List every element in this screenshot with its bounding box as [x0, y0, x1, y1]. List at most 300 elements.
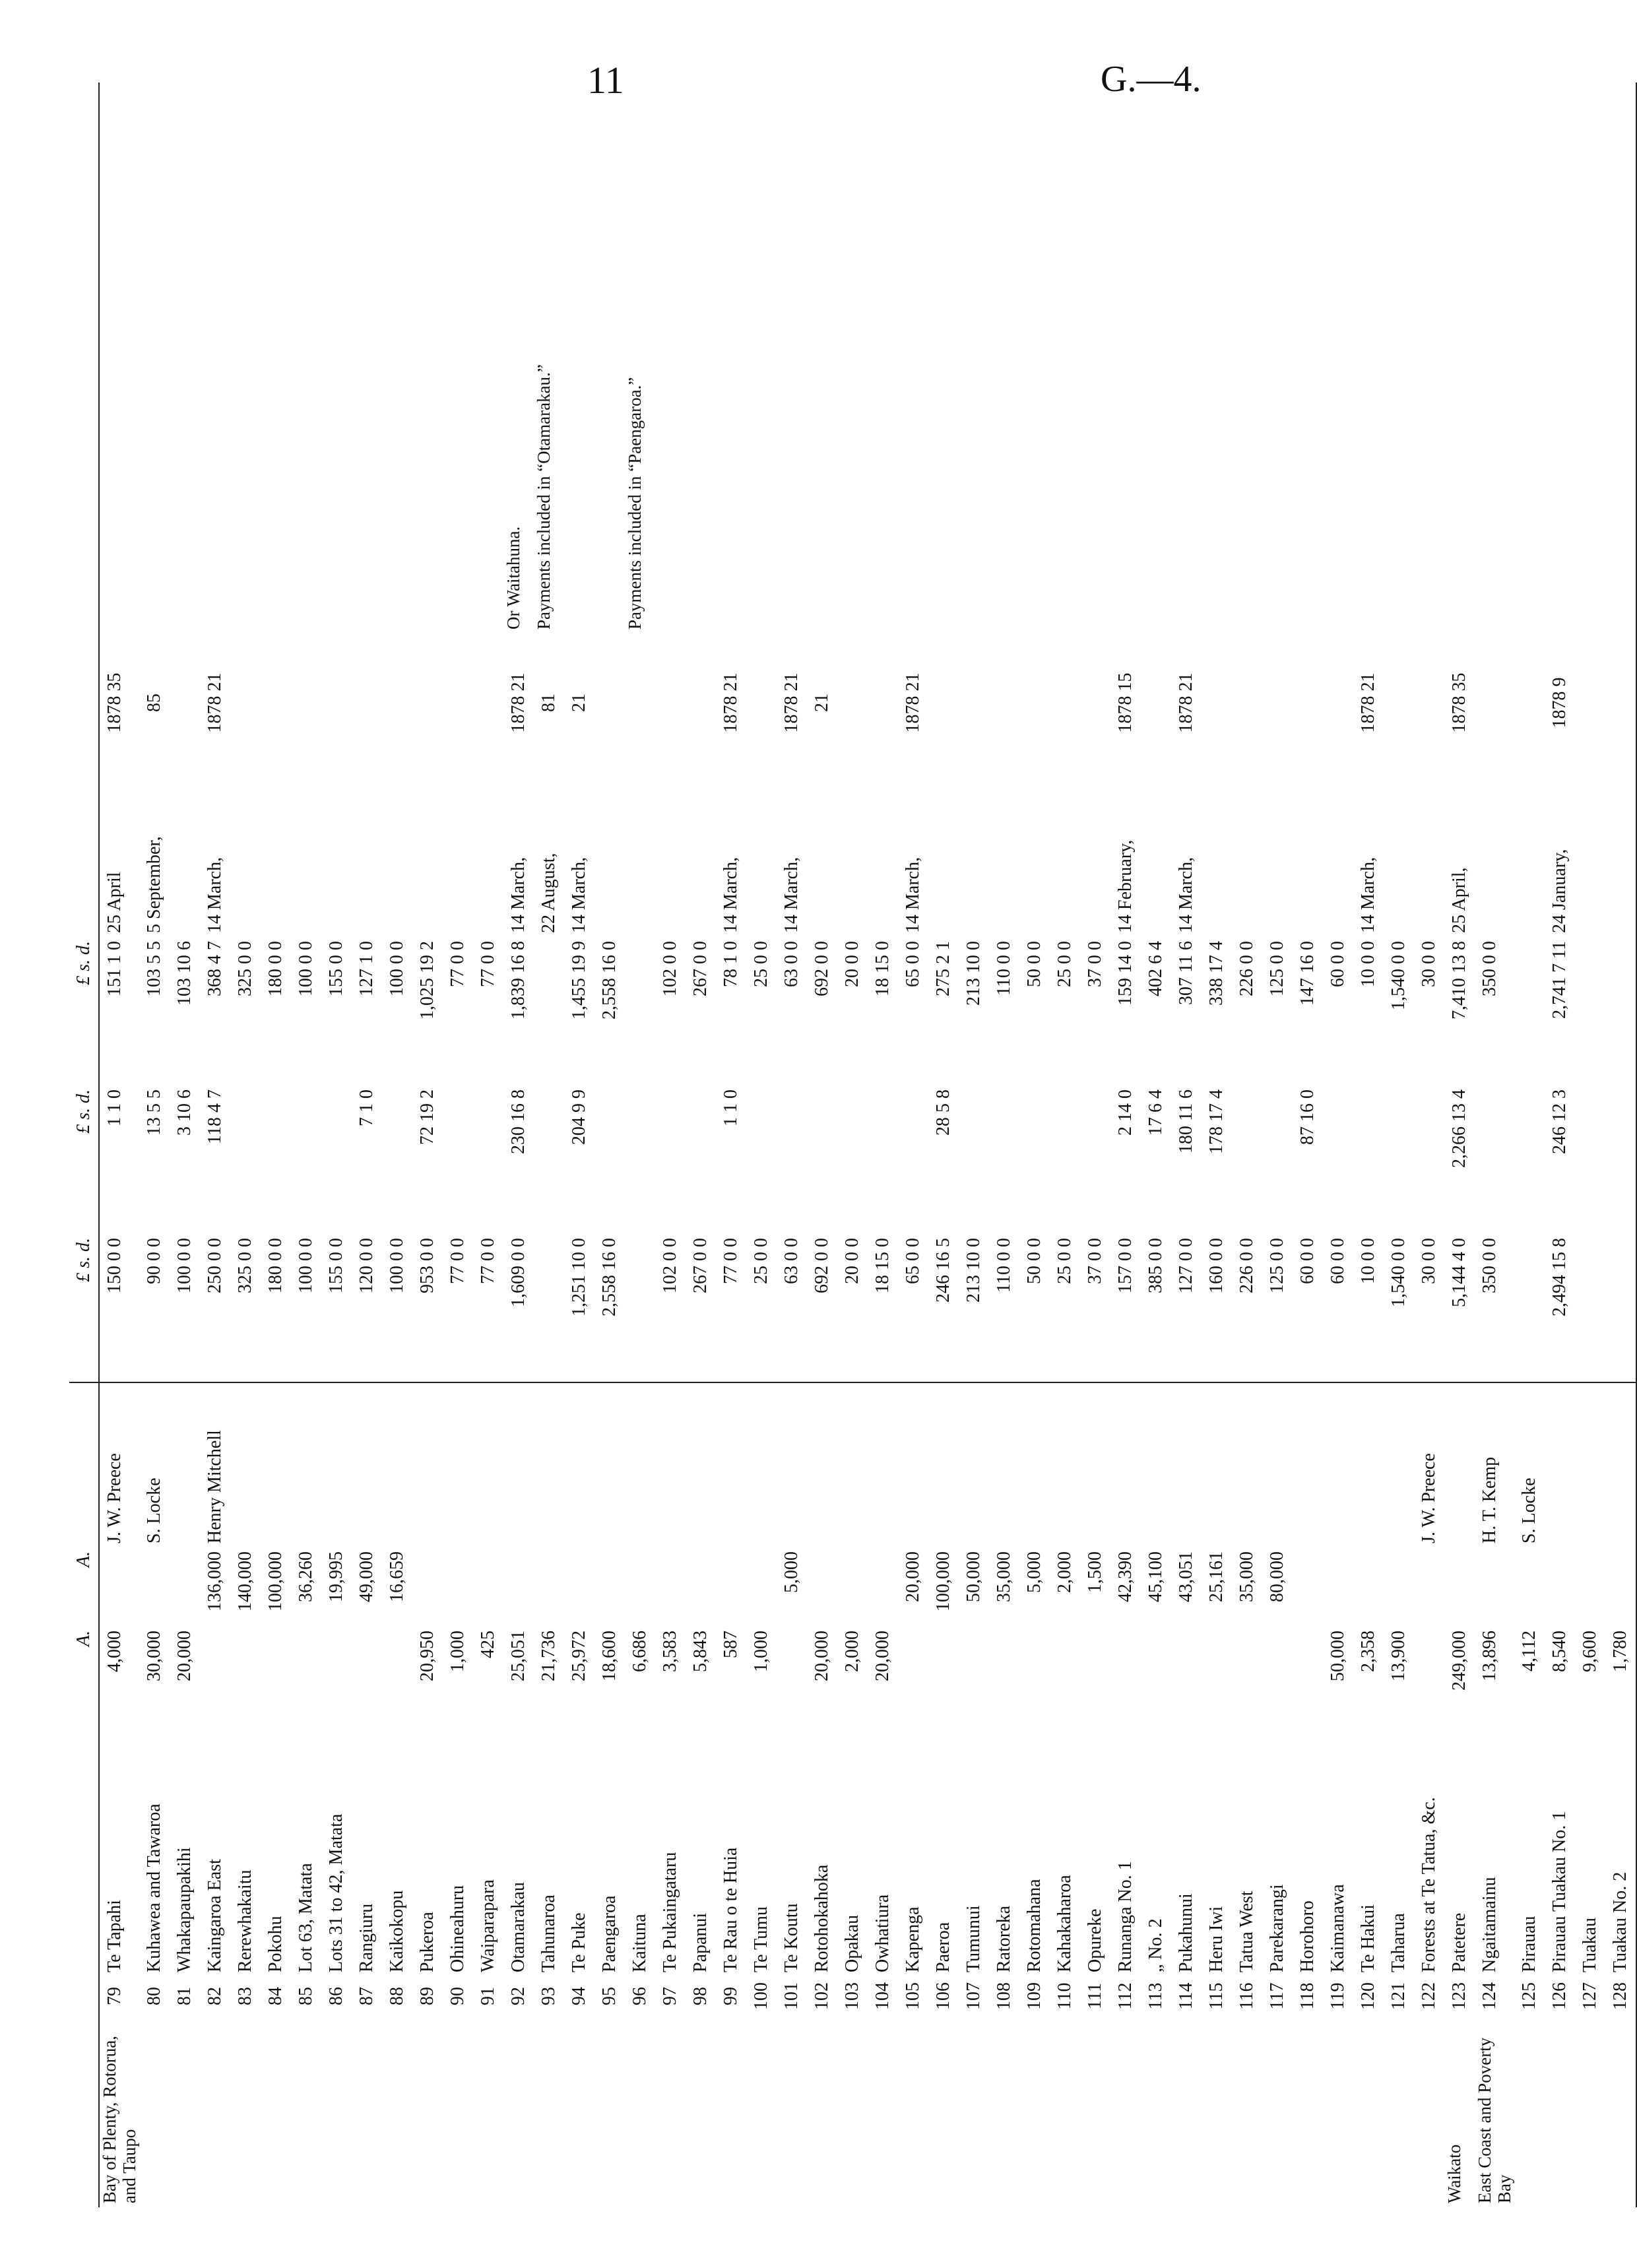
cell-year: 1878: [1115, 696, 1136, 733]
cell-paid: 87 16 0: [1297, 1089, 1318, 1145]
cell-acres-a: 5,843: [690, 1631, 711, 1672]
cell-total: [625, 1234, 655, 1382]
cell-district: [1050, 2016, 1080, 2207]
table-body: [69, 82, 1636, 2207]
cell-agent: [1110, 1382, 1141, 1547]
cell-acres-b: [1414, 1547, 1444, 1627]
cell-date: 5 September,: [144, 836, 164, 933]
table-row: [443, 82, 473, 2207]
cell-year: [1605, 633, 1636, 772]
cell-total: 60 0 0: [1323, 1234, 1353, 1382]
cell-year: 1878: [104, 696, 125, 733]
cell-acres-b: [1353, 1547, 1384, 1627]
cell-total: 2,494 15 8: [1545, 1234, 1575, 1382]
cell-acres-b: 19,995: [326, 1551, 346, 1602]
cell-paid: [594, 1085, 625, 1234]
cell-remarks: [261, 82, 291, 633]
cell-year: [321, 633, 352, 772]
cell-date: [625, 772, 655, 937]
cell-acres-a: 3,583: [660, 1631, 680, 1672]
cell-paid: [837, 1085, 868, 1234]
cell-block: Forests at Te Tatua, &c.: [1419, 1797, 1439, 1972]
cell-remarks: [291, 82, 321, 633]
cell-agent: [1171, 1382, 1202, 1547]
cell-remarks: [1171, 82, 1202, 633]
page-reference: G.—4.: [1101, 59, 1202, 100]
cell-acres-b: 20,000: [903, 1551, 923, 1602]
cell-final: 1,025 19 2: [417, 941, 437, 1020]
cell-no: 95: [599, 1987, 620, 2005]
cell-final: 226 0 0: [1236, 941, 1257, 996]
cell-acres-a: 21,736: [538, 1631, 559, 1681]
cell-date: [473, 772, 503, 937]
header-cell: [69, 1382, 99, 1547]
cell-year: [443, 633, 473, 772]
cell-remarks: [139, 82, 170, 633]
cell-block: Owhatiura: [872, 1894, 893, 1972]
cell-agent: J. W. Preece: [99, 1382, 139, 1547]
cell-remarks: [928, 82, 959, 633]
cell-year: [928, 633, 959, 772]
cell-total: 77 0 0: [443, 1234, 473, 1382]
cell-date: [1293, 772, 1323, 937]
cell-no: 94: [569, 1987, 589, 2005]
cell-district: [1323, 2016, 1353, 2207]
cell-remarks: [1384, 82, 1414, 633]
cell-date: [807, 772, 837, 937]
cell-final: 65 0 0: [903, 941, 923, 987]
cell-block: Tuakau: [1580, 1918, 1600, 1972]
cell-final: 402 6 4: [1145, 941, 1166, 996]
cell-no: 113: [1145, 1982, 1166, 2010]
cell-agent: [564, 1382, 594, 1547]
cell-year: 1878: [205, 696, 225, 733]
cell-agent: [1353, 1382, 1384, 1547]
cell-total: [1575, 1234, 1605, 1382]
cell-acres-b: 100,000: [933, 1551, 953, 1611]
cell-total: 18 15 0: [868, 1234, 898, 1382]
cell-year: 1878: [903, 696, 923, 733]
cell-final: 692 0 0: [812, 941, 832, 996]
table-row: [1110, 82, 1141, 2207]
cell-paid: [443, 1085, 473, 1234]
cell-remarks: [1232, 82, 1262, 633]
cell-acres-a: 4,000: [99, 1627, 139, 1706]
cell-no: 85: [296, 1987, 316, 2005]
cell-ref: 21: [508, 672, 529, 692]
cell-final: 63 0 0: [781, 941, 802, 987]
cell-total: 155 0 0: [321, 1234, 352, 1382]
table-row: [807, 82, 837, 2207]
cell-paid: 118 4 7: [205, 1089, 225, 1144]
cell-ref: 15: [1115, 672, 1136, 692]
cell-agent: [170, 1382, 200, 1547]
cell-final: [1605, 937, 1636, 1085]
cell-no: 128: [1605, 1976, 1636, 2016]
cell-total: 10 0 0: [1353, 1234, 1384, 1382]
cell-no: 101: [781, 1982, 802, 2010]
table-row: [1080, 82, 1110, 2207]
table-row: [868, 82, 898, 2207]
cell-acres-a: 9,600: [1580, 1631, 1600, 1672]
cell-no: 117: [1267, 1982, 1287, 2010]
cell-total: 30 0 0: [1414, 1234, 1444, 1382]
cell-acres-b: [564, 1547, 594, 1627]
header-acres-a: A.: [69, 1627, 99, 1706]
cell-final: 77 0 0: [447, 941, 468, 987]
cell-remarks: [716, 82, 746, 633]
cell-final: 78 1 0: [721, 941, 741, 987]
cell-block: Tahunaroa: [538, 1895, 559, 1972]
table-row: [1141, 82, 1171, 2207]
cell-year: [564, 633, 594, 772]
cell-district: [1353, 2016, 1384, 2207]
header-cell: [69, 82, 99, 633]
table-row: [1353, 82, 1384, 2207]
cell-district: [1605, 2016, 1636, 2207]
cell-acres-a: 50,000: [1328, 1631, 1348, 1681]
cell-remarks: [1475, 82, 1514, 633]
cell-agent: H. T. Kemp: [1479, 1456, 1500, 1543]
table-row: [291, 82, 321, 2207]
cell-acres-a: [1171, 1627, 1202, 1706]
cell-block: Ngaitamainu: [1479, 1877, 1500, 1972]
cell-total: 120 0 0: [352, 1234, 382, 1382]
cell-remarks: [443, 82, 473, 633]
cell-district: [564, 2016, 594, 2207]
table-row: [1019, 82, 1050, 2207]
cell-district: [1019, 2016, 1050, 2207]
cell-district: [686, 2016, 716, 2207]
cell-acres-b: [594, 1547, 625, 1627]
cell-year: [412, 633, 443, 772]
cell-agent: [716, 1382, 746, 1547]
purchase-table: [69, 82, 1637, 2207]
table-row: [898, 82, 928, 2207]
cell-final: 50 0 0: [1024, 941, 1044, 987]
cell-block: Kaituna: [629, 1914, 650, 1972]
cell-acres-b: [1293, 1547, 1323, 1627]
cell-acres-a: 18,600: [599, 1631, 620, 1681]
cell-block: Otamarakau: [508, 1882, 529, 1972]
cell-total: 127 0 0: [1171, 1234, 1202, 1382]
cell-acres-a: 1,000: [447, 1631, 468, 1672]
cell-agent: [625, 1382, 655, 1547]
cell-paid: [989, 1085, 1019, 1234]
table-row: [99, 82, 139, 2207]
cell-date: [1475, 772, 1514, 937]
cell-acres-a: 4,112: [1519, 1631, 1539, 1671]
cell-paid: [898, 1085, 928, 1234]
cell-acres-a: [1293, 1627, 1323, 1706]
cell-district: [321, 2016, 352, 2207]
cell-remarks: Payments included in “Paengaroa.”: [625, 377, 645, 630]
cell-agent: [1232, 1382, 1262, 1547]
cell-total: 77 0 0: [473, 1234, 503, 1382]
cell-final: 7,410 13 8: [1449, 941, 1469, 1020]
cell-date: [1202, 772, 1232, 937]
cell-remarks: Payments included in “Otamarakau.”: [534, 364, 554, 630]
cell-acres-b: 50,000: [963, 1551, 984, 1602]
cell-block: Rangiuru: [356, 1903, 377, 1972]
cell-acres-b: [534, 1547, 564, 1627]
cell-block: Te Rau o te Huia: [721, 1847, 741, 1972]
cell-total: 5,144 4 0: [1444, 1234, 1475, 1382]
cell-no: 79: [99, 1976, 139, 2016]
cell-year: [382, 633, 412, 772]
cell-acres-a: [261, 1627, 291, 1706]
cell-acres-b: [412, 1547, 443, 1627]
cell-final: 100 0 0: [387, 941, 407, 996]
cell-no: 107: [963, 1982, 984, 2010]
cell-date: 14 March,: [205, 857, 225, 933]
cell-final: 102 0 0: [660, 941, 680, 996]
cell-no: 116: [1236, 1982, 1257, 2010]
table-row: [686, 82, 716, 2207]
cell-date: [1262, 772, 1293, 937]
cell-district: [1080, 2016, 1110, 2207]
cell-block: Paeroa: [933, 1922, 953, 1972]
cell-date: [1414, 772, 1444, 937]
cell-year: [200, 633, 230, 772]
cell-acres-a: [928, 1627, 959, 1706]
cell-year: 1878: [781, 696, 802, 733]
cell-date: [868, 772, 898, 937]
cell-year: [837, 633, 868, 772]
cell-year: [1141, 633, 1171, 772]
cell-date: [686, 772, 716, 937]
cell-paid: 2 14 0: [1115, 1089, 1136, 1136]
cell-ref: 9: [1549, 677, 1570, 687]
cell-paid: [1514, 1085, 1545, 1234]
cell-acres-a: [321, 1627, 352, 1706]
cell-no: 110: [1054, 1982, 1075, 2010]
cell-agent: [352, 1382, 382, 1547]
cell-no: 90: [447, 1987, 468, 2005]
cell-block: Lots 31 to 42, Matata: [326, 1813, 346, 1972]
cell-district: [1262, 2016, 1293, 2207]
cell-block: Pukahunui: [1176, 1893, 1196, 1972]
cell-total: 100 0 0: [170, 1234, 200, 1382]
cell-agent: [1605, 1382, 1636, 1547]
cell-year: [1171, 633, 1202, 772]
table-row: [1545, 82, 1575, 2207]
cell-date: [230, 772, 261, 937]
cell-district: [746, 2016, 777, 2207]
cell-block: Opakau: [842, 1914, 862, 1972]
cell-district: [473, 2016, 503, 2207]
cell-remarks: [1262, 82, 1293, 633]
cell-agent: [959, 1382, 989, 1547]
cell-no: 114: [1176, 1982, 1196, 2010]
cell-agent: [503, 1382, 534, 1547]
cell-ref: 21: [205, 672, 225, 692]
cell-total: 157 0 0: [1110, 1234, 1141, 1382]
cell-year: [291, 633, 321, 772]
cell-no: 88: [387, 1987, 407, 2005]
cell-acres-a: [200, 1627, 230, 1706]
cell-acres-b: [1323, 1547, 1353, 1627]
cell-acres-a: 6,686: [629, 1631, 650, 1672]
cell-agent: [777, 1382, 807, 1547]
cell-agent: Henry Mitchell: [205, 1430, 225, 1543]
cell-final: 147 16 0: [1297, 941, 1318, 1006]
cell-paid: [655, 1085, 686, 1234]
cell-date: 14 March,: [1358, 857, 1378, 933]
cell-acres-b: 136,000: [205, 1551, 225, 1611]
cell-date: [1605, 772, 1636, 937]
cell-total: 180 0 0: [261, 1234, 291, 1382]
cell-ref: 21: [569, 694, 589, 712]
table-row: [1323, 82, 1353, 2207]
cell-remarks: [1414, 82, 1444, 633]
cell-final: 30 0 0: [1419, 941, 1439, 987]
cell-total: 77 0 0: [716, 1234, 746, 1382]
cell-paid: [230, 1085, 261, 1234]
cell-agent: [989, 1382, 1019, 1547]
cell-acres-b: [655, 1547, 686, 1627]
table-row: [1293, 82, 1323, 2207]
cell-total: 60 0 0: [1293, 1234, 1323, 1382]
cell-total: 1,251 10 0: [564, 1234, 594, 1382]
cell-no: 115: [1206, 1982, 1227, 2010]
cell-date: [1575, 772, 1605, 937]
cell-remarks: [777, 82, 807, 633]
cell-paid: [807, 1085, 837, 1234]
cell-final: 110 0 0: [994, 941, 1014, 996]
cell-date: [170, 772, 200, 937]
cell-agent: [1444, 1382, 1475, 1547]
cell-district: [989, 2016, 1019, 2207]
cell-acres-b: 49,000: [356, 1551, 377, 1602]
cell-no: 119: [1328, 1982, 1348, 2010]
cell-acres-b: [1514, 1547, 1545, 1627]
cell-paid: [1575, 1085, 1605, 1234]
cell-final: 1,839 16 8: [508, 941, 529, 1020]
cell-agent: [1019, 1382, 1050, 1547]
table-row: [1202, 82, 1232, 2207]
cell-no: 91: [478, 1987, 498, 2005]
cell-acres-b: [1444, 1547, 1475, 1627]
table-row: [534, 82, 564, 2207]
cell-block: Waiparapara: [478, 1879, 498, 1972]
column-header-row: [69, 82, 99, 2207]
cell-district: [868, 2016, 898, 2207]
header-final: £ s. d.: [69, 937, 99, 1085]
table-row: [321, 82, 352, 2207]
cell-ref: 85: [144, 694, 164, 712]
cell-acres-a: [382, 1627, 412, 1706]
cell-block: Taharua: [1388, 1913, 1409, 1972]
cell-remarks: [1575, 82, 1605, 633]
table-row: [230, 82, 261, 2207]
cell-acres-b: 36,260: [296, 1551, 316, 1602]
cell-block: Patetere: [1449, 1912, 1469, 1972]
cell-district: Bay of Plenty, Rotorua, and Taupo: [99, 2016, 139, 2207]
cell-acres-b: [1575, 1547, 1605, 1627]
cell-acres-a: [1019, 1627, 1050, 1706]
cell-block: Te Koutu: [781, 1903, 802, 1972]
cell-agent: [837, 1382, 868, 1547]
cell-final: 275 2 1: [933, 941, 953, 996]
table-row: [200, 82, 230, 2207]
cell-block: Tuakau No. 2: [1605, 1706, 1636, 1976]
cell-remarks: [898, 82, 928, 633]
cell-date: [959, 772, 989, 937]
cell-no: 111: [1085, 1983, 1105, 2009]
cell-no: 87: [356, 1987, 377, 2005]
cell-total: 325 0 0: [230, 1234, 261, 1382]
cell-year: [989, 633, 1019, 772]
cell-agent: [1293, 1382, 1323, 1547]
cell-no: 100: [751, 1982, 771, 2010]
cell-no: 102: [812, 1982, 832, 2010]
cell-year: 1878: [721, 696, 741, 733]
cell-acres-a: 25,972: [569, 1631, 589, 1681]
cell-no: 93: [538, 1987, 559, 2005]
cell-paid: 204 9 9: [569, 1089, 589, 1145]
table-row: [170, 82, 200, 2207]
cell-date: [746, 772, 777, 937]
cell-date: [443, 772, 473, 937]
cell-no: 122: [1419, 1982, 1439, 2010]
cell-agent: [1141, 1382, 1171, 1547]
cell-year: [1475, 633, 1514, 772]
cell-remarks: [321, 82, 352, 633]
cell-no: 118: [1297, 1982, 1318, 2010]
cell-agent: [1202, 1382, 1232, 1547]
cell-year: [1545, 633, 1575, 772]
cell-date: [594, 772, 625, 937]
cell-date: [1050, 772, 1080, 937]
cell-acres-b: [868, 1547, 898, 1627]
table-row: [777, 82, 807, 2207]
cell-paid: [1605, 1085, 1636, 1234]
cell-date: 25 April: [99, 772, 139, 937]
cell-final: 338 17 4: [1206, 941, 1227, 1006]
cell-remarks: [594, 82, 625, 633]
cell-date: [321, 772, 352, 937]
cell-agent: [261, 1382, 291, 1547]
cell-district: [261, 2016, 291, 2207]
cell-acres-b: [807, 1547, 837, 1627]
table-row: [261, 82, 291, 2207]
cell-acres-a: 2,000: [842, 1631, 862, 1672]
cell-no: 98: [690, 1987, 711, 2005]
cell-acres-a: [1050, 1627, 1080, 1706]
cell-year: [1232, 633, 1262, 772]
cell-remarks: [807, 82, 837, 633]
cell-total: 953 0 0: [412, 1234, 443, 1382]
cell-block: Pokohu: [265, 1916, 286, 1972]
cell-total: 20 0 0: [837, 1234, 868, 1382]
cell-paid: [321, 1085, 352, 1234]
cell-total: 125 0 0: [1262, 1234, 1293, 1382]
cell-acres-b: 43,051: [1176, 1551, 1196, 1602]
cell-no: 86: [326, 1987, 346, 2005]
cell-acres-a: [1414, 1627, 1444, 1706]
cell-acres-b: 25,161: [1206, 1551, 1227, 1602]
cell-total: 25 0 0: [1050, 1234, 1080, 1382]
cell-acres-a: 20,000: [174, 1631, 195, 1681]
cell-agent: [746, 1382, 777, 1547]
cell-agent: [473, 1382, 503, 1547]
table-row: [473, 82, 503, 2207]
cell-final: 180 0 0: [265, 941, 286, 996]
cell-ref: 81: [538, 694, 559, 712]
cell-year: 1878: [1549, 691, 1570, 729]
cell-remarks: [655, 82, 686, 633]
